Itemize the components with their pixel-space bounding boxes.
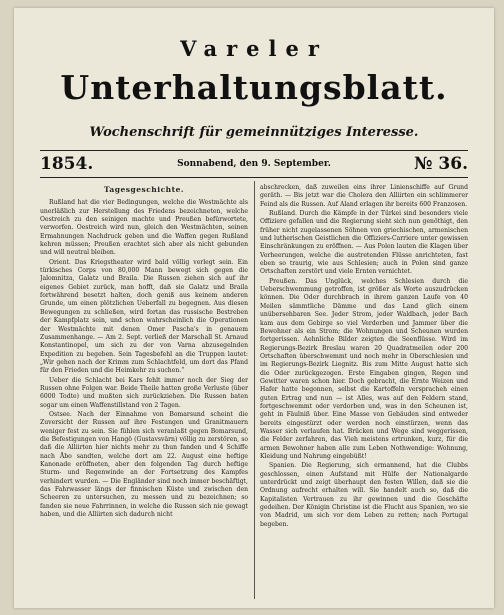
column-divider [254,181,255,599]
left-column [40,184,248,596]
article-paragraph: Preußen. Das Unglück, welches Schlesien durch die Ueberschwemmung getroffen, ist größer als Worte auszudrücken können. Die Oder durchbrach in ihrem ganzen Laufe von 40 Meilen sämmtliche Dämme und das Land glich einem unübersehbaren See. Jeder Strom, jeder Waldbach, jeder Bach kam aus dem Gebirge so viel Verderben und Jammer über die Bewohner als ein Strom; die Wohnungen und Scheunen wurden fortgerissen. Aehnliche Bilder zeigten die Seenflüsse. Wird im Regierungs-Bezirk Breslau waren 20 Quadratmeilen oder 200 Ortschaften überschwemmt und noch mehr in Oberschlesien und im Regierungs-Bezirk Liegnitz. Bis zum Mitte August hatte sich die Oder zurückgezogen. Erste Eingaben gingen, Regen und Gewitter waren schon hier. Doch gebracht, die Ernte Weizen und Hafer hatte begonnen, selbst die Kartoffeln verspracheh einen guten Ertrag und nun — ist Alles, was auf den Feldern stand, fortgeschwemmt oder verdorben und, was in den Scheunen ist, geht in Fäulniß über. Eine Masse von Gebäuden sind entweder bereits eingestürzt oder werden noch einstürzen, wenn das Wasser sich verlaufen hat. Brücken und Wege sind weggerissen, die Felder zerfahren, das Vieh meistens ertrunken, kurz, für die armen Bewohner haben alle zum Leben Nothwendige: Wohnung, Kleidung und Nahrung eingebüßt! [260,277,468,460]
article-paragraph: Spanien. Die Regierung, sich ermannend, hat die Clubbs geschlossen, einen Aufstand mit Hülfe der Nationalgarde unterdrückt und zeigt überhaupt den festen Willen, daß sie die Ordnung aufrecht erhalten will. Sie handelt auch so, daß die Kapitalisten Vertrauen zu ihr gewinnen und die Geschäfte gedeihen. Der Königin Christine ist die Flucht aus Spanien, wo sie von Madrid, um sich vor dem Leben zu retten; nach Portugal begeben. [260,462,468,528]
masthead-title: Unterhaltungsblatt. [60,68,448,107]
masthead-subtitle: Wochenschrift für gemeinnütziges Interesse. [89,125,419,140]
article-paragraph: abschrecken, daß zuweilen eins ihrer Linienschiffe auf Grund geräth. — Bis jetzt war die Cholera den Alliirten ein schlimmerer Feind als die Russen. Auf Aland erlagen ihr bereits 600 Franzosen. [260,184,468,208]
masthead-rule-bottom [40,177,468,178]
newspaper-page [14,8,494,608]
article-paragraph: Ostsee. Nach der Einnahme von Bomarsund scheint die Zuversicht der Russen auf ihre Festungen und Granitmauern weniger fest zu sein. Sie fühlen sich veranlaßt gegen Bomarsund, die Befestigungen von Hangö (Gustavsvärn) völlig zu zerstören, so daß die Alliirten hier nichts mehr zu thun fanden und 4 Schiffe nach Åbo sandten, welche dort am 22. August eine heftige Kanonade eröffneten, aber den folgenden Tag durch heftige Sturm- und Regenwinde an der Fortsetzung des Kampfes verhindert wurden. — Die Engländer sind noch immer beschäftigt, das Fahrwasser längs der finnischen Küste und zwischen den Scheeren zu untersuchen, zu messen und zu bezeichnen; so fanden sie neue Fahrrinnen, in welche die Russen sich nie gewagt haben, und die Alliirten sich dadurch nicht [40,410,248,519]
section-heading: Tagesgeschichte. [104,185,184,194]
article-paragraph: Orient. Das Kriegstheater wird bald völlig verlegt sein. Ein türkisches Corps von 80,000 Mann bewegt sich gegen die Jalomnitza, Galatz und Braila. Die Russen ziehen sich auf ihr eigenes Gebiet zurück, man hofft, daß sie Galatz und Braila fortwährend besetzt halten, doch geniß aus keinem anderen Grunde, um einen plötzlichen Ueberfall zu begegnen. Aus diesen Bewegungen zu schließen, wird fortan das russische Bestreben der Kampfplatz sein, und schon wahrscheinlich die Operationen der Westmächte mit denen Omer Pascha's in genauem Zusammenhange. — Am 2. Sept. verließ der Marschall St. Arnaud Konstantinopel, um sich zu der von Varna abzusegelnden Expedition zu begeben. Sein Tagesbefehl an die Truppen lautet: „Wir gehen nach der Krimm zum Schlachtfeld, um dort das Pfand für den Frieden und die Heimkehr zu suchen.“ [40,258,248,375]
right-column [260,184,468,596]
masthead-town: Vareler [180,36,328,61]
article-paragraph: Ueber die Schlacht bei Kars fehlt immer noch der Sieg der Russen ohne Folgen war. Beide Theile hatten große Verluste (über 6000 Todte) und mußten sich zurückziehen. Die Russen baten sogar um einen Waffenstillstand von 2 Tagen. [40,376,248,409]
masthead-rule-top [40,150,468,151]
article-paragraph: Rußland hat die vier Bedingungen, welche die Westmächte als unerläßlich zur Herstellung des Friedens bezeichneten, welche Oestreich zu den seinigen machte und Preußen befürwortete, verworfen. Oestreich wird nun, gleich den Westmächten, seinen Ermahnungen Nachdruck geben und die Waffen gegen Rußland kehren müssen; Preußen erachtet sich aber als nicht gebunden und will neutral bleiben. [40,199,248,257]
issue-year: 1854. [40,154,94,174]
issue-number: № 36. [414,154,468,174]
dateline [40,154,468,176]
issue-date: Sonnabend, den 9. September. [177,159,331,169]
article-paragraph: Rußland. Durch die Kämpfe in der Türkei sind besonders viele Offiziere gefallen und die Regierung sieht sich nun genöthigt, den früher nicht zugelassenen Söhnen von griechischen, armenischen und lutherischen Geistlichen die Offiziers-Carriere unter gewissen Einschränkungen zu eröffnen. — Aus Polen lauten die Klagen über Verheerungen, welche die austretenden Flüsse anrichteten, fast eben so traurig, wie aus Schlesien; auch in Polen sind ganze Ortschaften zerstört und viele Ernten vernichtet. [260,210,468,276]
